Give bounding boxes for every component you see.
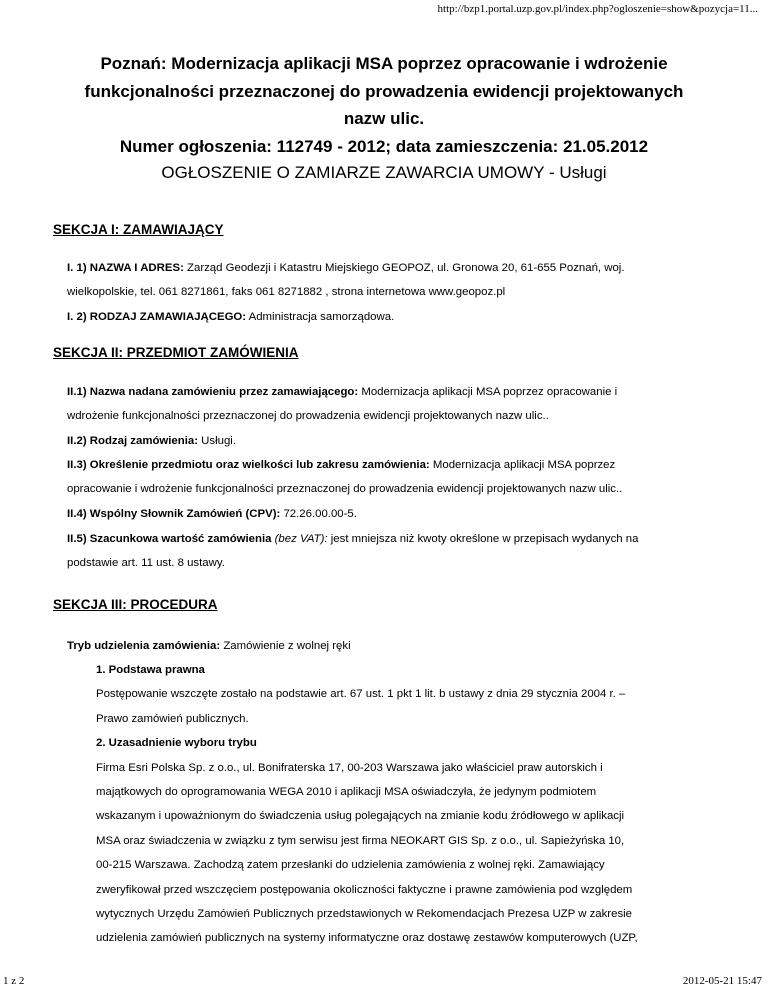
title-line-2: funkcjonalności przeznaczonej do prowadzenia ewidencji projektowanych <box>84 81 684 101</box>
justification-line: wytycznych Urzędu Zamówień Publicznych przedstawionych w Rekomendacjach Prezesa UZP w zakresie <box>96 908 632 921</box>
section-2-value <box>67 527 727 576</box>
procedure-mode-label: Tryb udzielenia zamówienia: <box>67 640 221 652</box>
estimated-value-line-2: podstawie art. 11 ust. 8 ustawy. <box>67 557 225 570</box>
print-datetime: 2012-05-21 15:47 <box>682 975 762 987</box>
order-name-label: II.1) Nazwa nadana zamówieniu przez zamawiającego: <box>67 386 359 398</box>
justification-line: wskazanym i upoważnionym do świadczenia usług polegających na zmianie kodu źródłowego w aplikacji <box>96 810 625 823</box>
cpv-value: 72.26.00.00-5. <box>280 508 357 520</box>
estimated-value-label: II.5) Szacunkowa wartość zamówienia <box>67 533 272 545</box>
section-2-name <box>67 380 727 429</box>
order-scope-line-1: Modernizacja aplikacji MSA poprzez <box>429 459 616 471</box>
title-line-3: nazw ulic. <box>343 109 425 128</box>
justification-line: 00-215 Warszawa. Zachodzą zatem przesłanki do udzielenia zamówienia z wolnej ręki. Zamawiający <box>96 859 605 872</box>
section-2-scope <box>67 453 727 502</box>
type-label: I. 2) RODZAJ ZAMAWIAJĄCEGO: <box>67 311 247 323</box>
justification-heading: 2. Uzasadnienie wyboru trybu <box>96 737 257 750</box>
section-3-heading: SEKCJA III: PROCEDURA <box>53 597 218 612</box>
name-address-line-1: Zarząd Geodezji i Katastru Miejskiego GEOPOZ, ul. Gronowa 20, 61-655 Poznań, woj. <box>183 262 625 274</box>
section-3-details <box>96 658 736 951</box>
name-address-label: I. 1) NAZWA I ADRES: <box>67 262 184 274</box>
notice-type: OGŁOSZENIE O ZAMIARZE ZAWARCIA UMOWY - Usługi <box>161 163 607 182</box>
justification-line: zweryfikował przed wszczęciem postępowania okoliczności faktyczne i prawne zamówienia pod względem <box>96 883 633 896</box>
procedure-mode-value: Zamówienie z wolnej ręki <box>220 640 351 652</box>
order-kind-label: II.2) Rodzaj zamówienia: <box>67 435 199 447</box>
order-name-line-2: wdrożenie funkcjonalności przeznaczonej do prowadzenia ewidencji projektowanych nazw ulic.. <box>67 410 549 423</box>
title-line-1: Poznań: Modernizacja aplikacji MSA poprzez opracowanie i wdrożenie <box>100 54 668 73</box>
estimated-value-vat-note: (bez VAT): <box>271 533 328 545</box>
type-value: Administracja samorządowa. <box>246 311 395 323</box>
page-url: http://bzp1.portal.uzp.gov.pl/index.php?ogloszenie=show&pozycja=11... <box>437 3 758 15</box>
order-name-line-1: Modernizacja aplikacji MSA poprzez opracowanie i <box>358 386 618 398</box>
order-scope-label: II.3) Określenie przedmiotu oraz wielkości lub zakresu zamówienia: <box>67 459 430 471</box>
section-2-cpv <box>67 502 727 526</box>
justification-line: MSA oraz świadczenia w związku z tym serwisu jest firma NEOKART GIS Sp. z o.o., ul. Sapieżyńska 10, <box>96 834 625 847</box>
section-2-kind <box>67 429 727 453</box>
cpv-label: II.4) Wspólny Słownik Zamówień (CPV): <box>67 508 281 520</box>
estimated-value-line-1: jest mniejsza niż kwoty określone w przepisach wydanych na <box>327 533 639 545</box>
announcement-number: Numer ogłoszenia: 112749 - 2012; data zamieszczenia: 21.05.2012 <box>119 136 649 156</box>
legal-basis-heading: 1. Podstawa prawna <box>96 664 205 676</box>
order-kind-value: Usługi. <box>198 435 236 447</box>
justification-line: majątkowych do oprogramowania WEGA 2010 i aplikacji MSA oświadczyła, że jedynym podmiotem <box>96 786 597 799</box>
section-3-mode <box>67 634 727 658</box>
order-scope-line-2: opracowanie i wdrożenie funkcjonalności przeznaczonej do prowadzenia ewidencji projektowanych nazw ulic.. <box>67 483 623 496</box>
section-1-heading: SEKCJA I: ZAMAWIAJĄCY <box>53 222 224 237</box>
section-1-type <box>67 305 727 329</box>
legal-basis-line: Postępowanie wszczęte zostało na podstawie art. 67 ust. 1 pkt 1 lit. b ustawy z dnia 29 stycznia 2004 r. – <box>96 688 626 701</box>
legal-basis-line: Prawo zamówień publicznych. <box>96 712 249 725</box>
justification-line: Firma Esri Polska Sp. z o.o., ul. Bonifraterska 17, 00-203 Warszawa jako właściciel praw autorskich i <box>96 761 603 774</box>
justification-line: udzielenia zamówień publicznych na systemy informatyczne oraz dostawę zestawów komputerowych (UZP, <box>96 932 638 945</box>
page-counter: 1 z 2 <box>3 975 25 987</box>
name-address-line-2: wielkopolskie, tel. 061 8271861, faks 061 8271882 , strona internetowa www.geopoz.pl <box>67 286 506 299</box>
section-1-name-address <box>67 256 727 305</box>
section-2-heading: SEKCJA II: PRZEDMIOT ZAMÓWIENIA <box>53 345 299 360</box>
title-block <box>50 50 718 186</box>
